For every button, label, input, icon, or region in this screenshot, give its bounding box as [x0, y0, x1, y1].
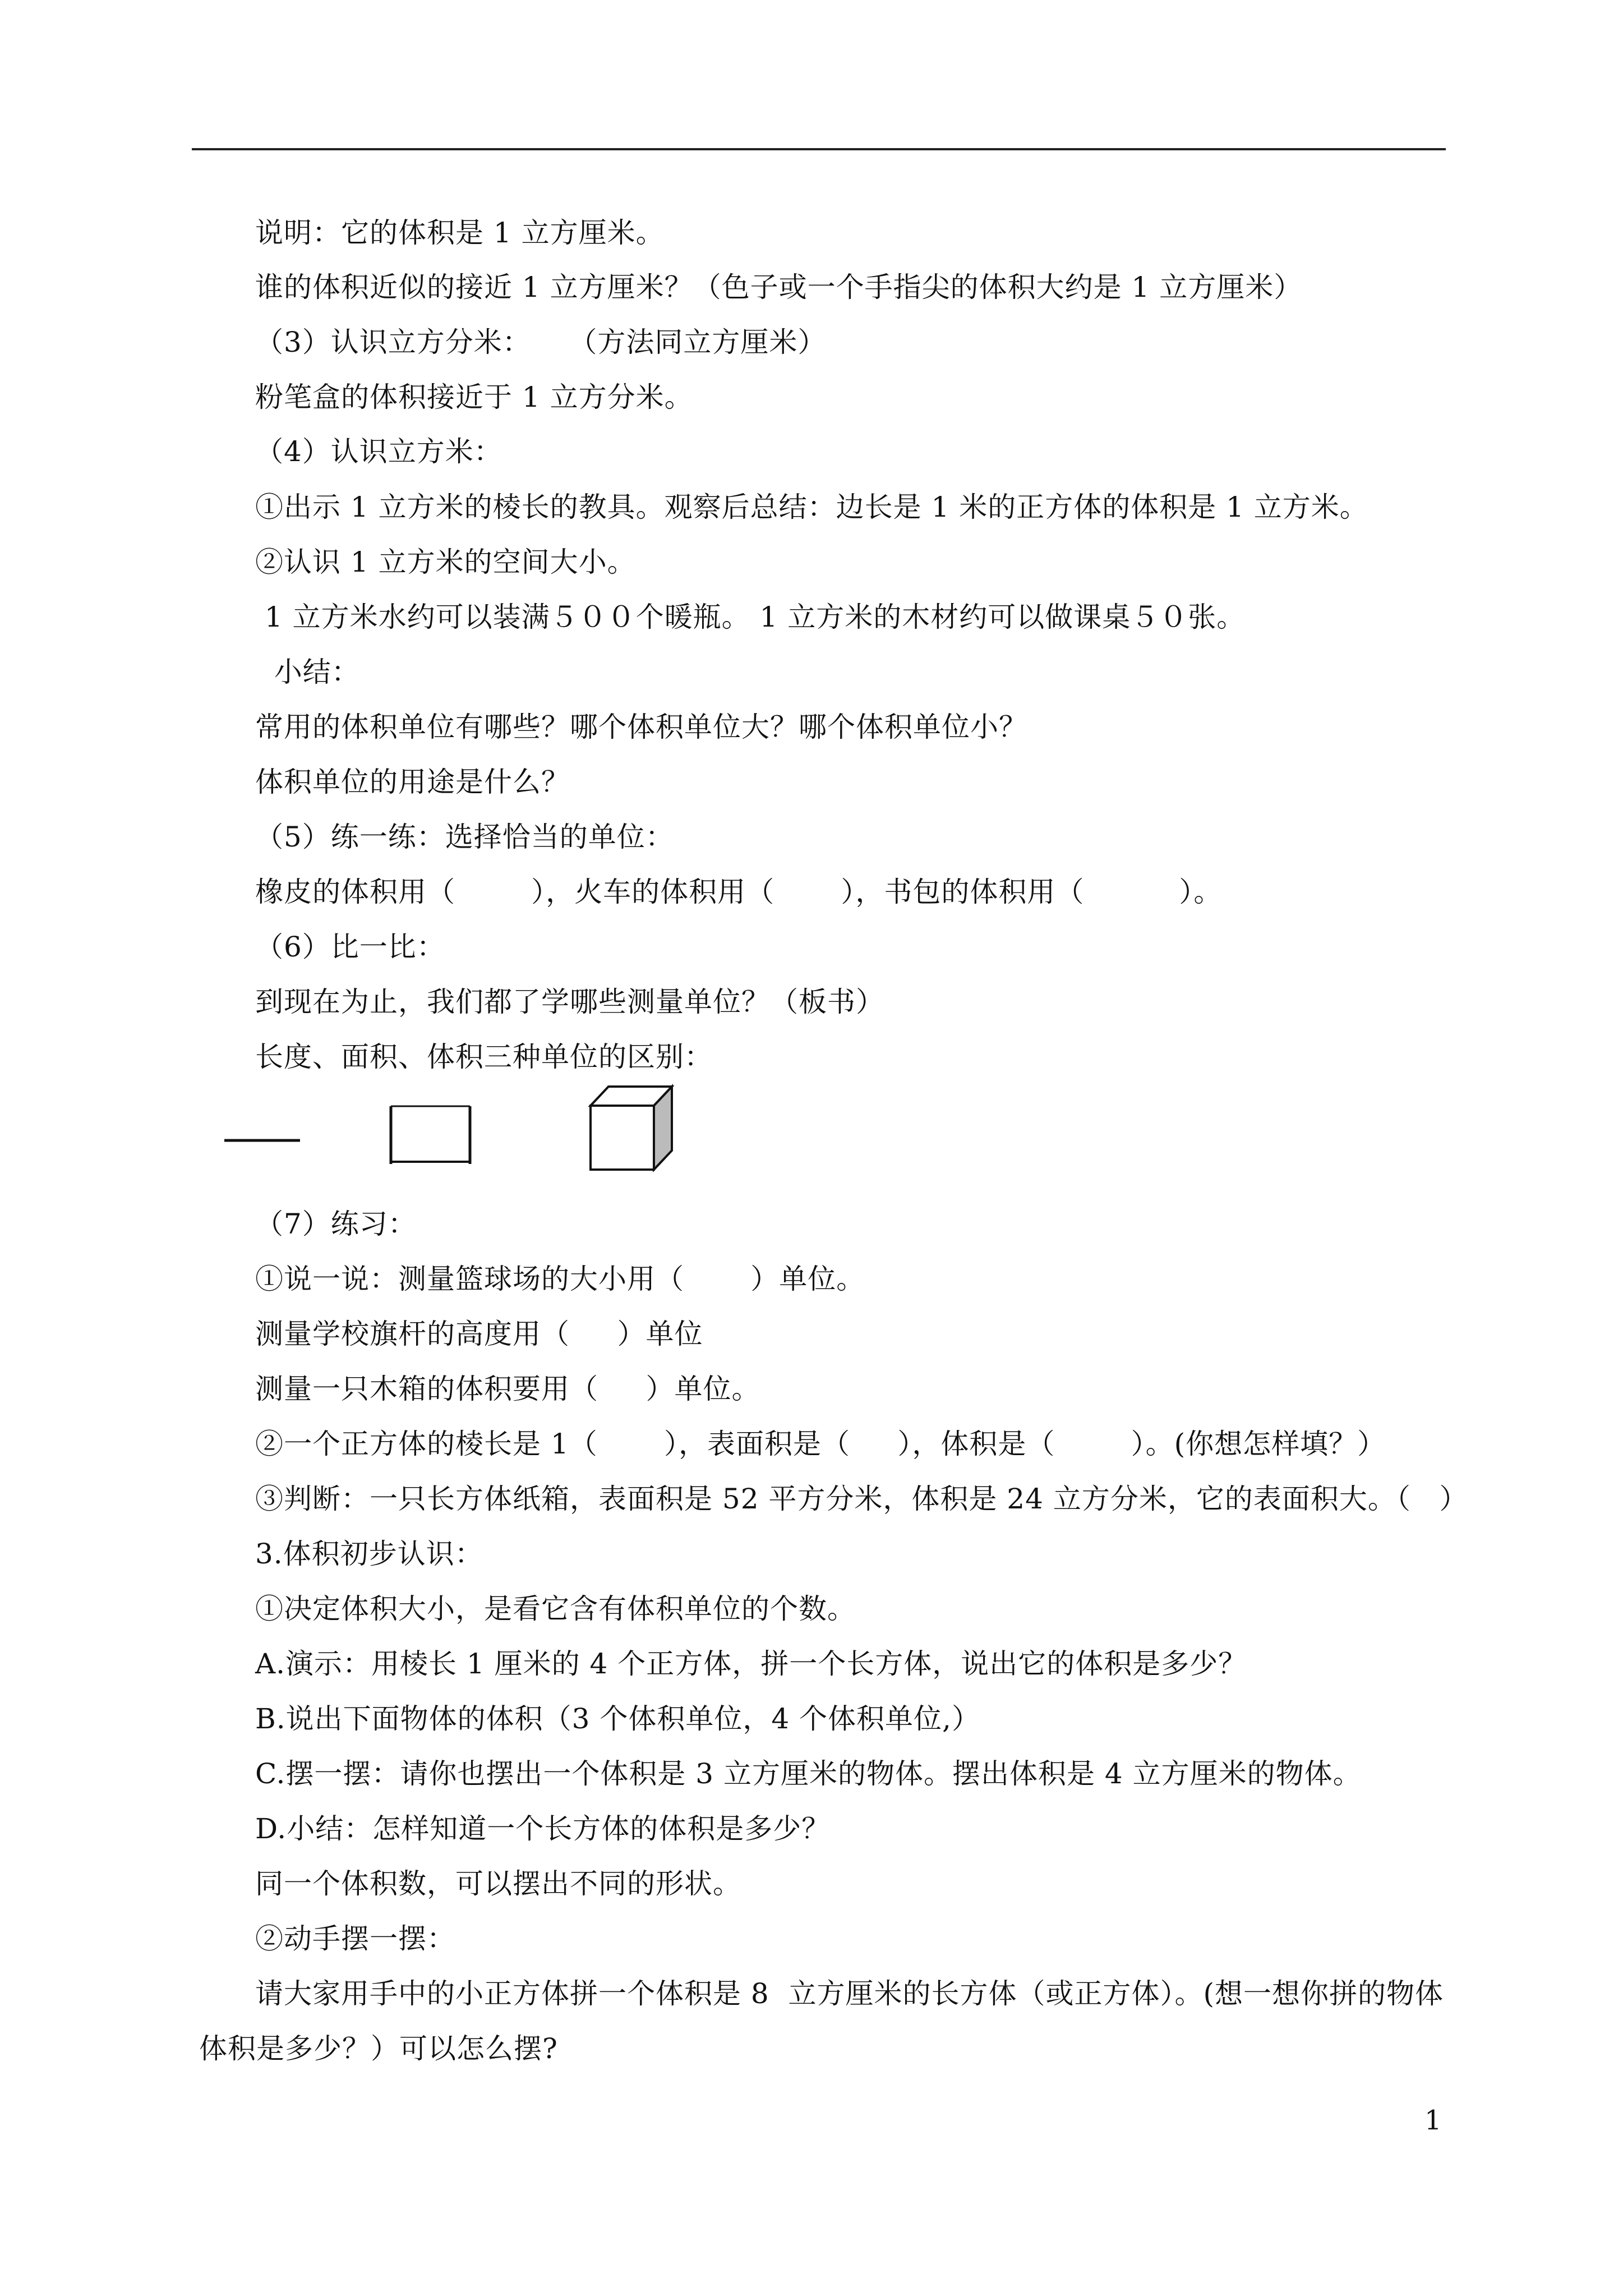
text-line: 同一个体积数，可以摆出不同的形状。 — [255, 1867, 741, 1900]
text-line: （4）认识立方米： — [255, 435, 502, 468]
text-line: 小结： — [255, 656, 360, 688]
text-line: 体积单位的用途是什么？ — [255, 766, 570, 798]
text-line: （3）认识立方分米： （方法同立方厘米） — [255, 326, 827, 358]
text-line: B.说出下面物体的体积（3 个体积单位，4 个体积单位,） — [255, 1703, 980, 1735]
text-line: 说明：它的体积是 1 立方厘米。 — [255, 217, 665, 249]
text-line: 请大家用手中的小正方体拼一个体积是 8 立方厘米的长方体（或正方体）。(想一想你拼的物体 — [255, 1977, 1444, 2010]
header-rule — [192, 148, 1446, 150]
text-line: 谁的体积近似的接近 1 立方厘米？（色子或一个手指尖的体积大约是 1 立方厘米） — [255, 271, 1303, 303]
text-line: 测量学校旗杆的高度用（ ）单位 — [255, 1318, 703, 1350]
text-line: ①出示 1 立方米的棱长的教具。观察后总结：边长是 1 米的正方体的体积是 1 立方米。 — [255, 491, 1368, 523]
area-unit-square — [391, 1106, 470, 1164]
text-line: 测量一只木箱的体积要用（ ）单位。 — [255, 1373, 760, 1405]
text-line: 3.体积初步认识： — [255, 1538, 483, 1570]
page-number: 1 — [1424, 2105, 1442, 2136]
text-line: （5）练一练：选择恰当的单位： — [255, 821, 674, 853]
text-line: 粉笔盒的体积接近于 1 立方分米。 — [255, 381, 693, 413]
text-line: C.摆一摆：请你也摆出一个体积是 3 立方厘米的物体。摆出体积是 4 立方厘米的物体。 — [255, 1757, 1362, 1790]
text-line: ②动手摆一摆： — [255, 1922, 455, 1955]
text-line: 1 立方米水约可以装满５００个暖瓶。 1 立方米的木材约可以做课桌５０张。 — [255, 601, 1246, 633]
text-line: （6）比一比： — [255, 931, 445, 963]
text-line: （7）练习： — [255, 1208, 417, 1240]
volume-unit-cube — [591, 1087, 672, 1170]
text-line: ①决定体积大小，是看它含有体积单位的个数。 — [255, 1593, 856, 1625]
text-line: ②一个正方体的棱长是 1（ ），表面积是（ ），体积是（ ）。(你想怎样填？） — [255, 1428, 1386, 1460]
text-line: ③判断：一只长方体纸箱，表面积是 52 平方分米，体积是 24 立方分米，它的表面积大。（ ） — [255, 1483, 1468, 1515]
text-line: 到现在为止，我们都了学哪些测量单位？（板书） — [255, 986, 884, 1018]
text-line: 橡皮的体积用（ ），火车的体积用（ ），书包的体积用（ ）。 — [255, 876, 1223, 908]
text-line: 长度、面积、体积三种单位的区别： — [255, 1041, 713, 1073]
text-line: 常用的体积单位有哪些？哪个体积单位大？哪个体积单位小？ — [255, 711, 1027, 743]
text-line: 体积是多少？）可以怎么摆? — [199, 2032, 558, 2065]
text-line: D.小结：怎样知道一个长方体的体积是多少？ — [255, 1812, 831, 1845]
text-line: ②认识 1 立方米的空间大小。 — [255, 546, 636, 578]
text-line: A.演示：用棱长 1 厘米的 4 个正方体，拼一个长方体，说出它的体积是多少？ — [255, 1648, 1247, 1680]
text-line: ①说一说：测量篮球场的大小用（ ）单位。 — [255, 1263, 865, 1295]
